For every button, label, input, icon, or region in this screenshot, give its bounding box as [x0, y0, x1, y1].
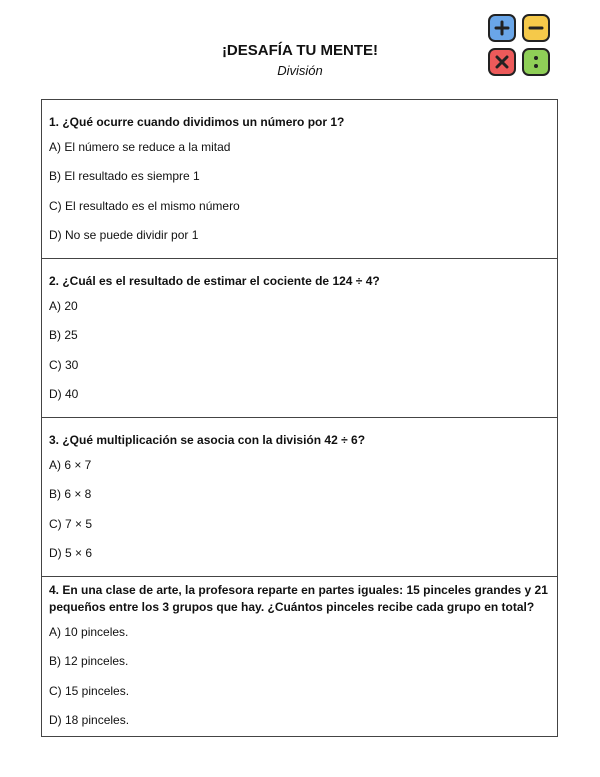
option-a: A) El número se reduce a la mitad: [49, 140, 231, 154]
calculator-operations-icon: [488, 14, 552, 78]
minus-icon: [522, 14, 550, 42]
question-2: [42, 259, 557, 418]
page-title: ¡DESAFÍA TU MENTE!: [221, 42, 379, 59]
option-b: B) 12 pinceles.: [49, 654, 129, 669]
question-text: 3. ¿Qué multiplicación se asocia con la división 42 ÷ 6?: [49, 433, 366, 447]
question-text: 4. En una clase de arte, la profesora reparte en partes iguales: 15 pinceles grandes y 21 pequeños entre los 3 grupos que hay. ¿Cuántos pinceles recibe cada grupo en total?: [49, 583, 548, 614]
divide-icon: [522, 48, 550, 76]
option-b: B) El resultado es siempre 1: [49, 169, 200, 184]
question-1: [42, 100, 557, 259]
option-a: A) 6 × 7: [49, 458, 92, 472]
question-text: 2. ¿Cuál es el resultado de estimar el cociente de 124 ÷ 4?: [49, 274, 380, 288]
option-a: A) 10 pinceles.: [49, 625, 129, 639]
option-b: B) 25: [49, 328, 78, 343]
option-c: C) 7 × 5: [49, 516, 93, 531]
page-subtitle: División: [277, 63, 323, 78]
option-d: D) No se puede dividir por 1: [49, 227, 199, 242]
quiz-table: [41, 99, 558, 737]
option-c: C) 30: [49, 357, 79, 372]
plus-icon: [488, 14, 516, 42]
option-c: C) 15 pinceles.: [49, 683, 130, 698]
question-text: 1. ¿Qué ocurre cuando dividimos un número por 1?: [49, 115, 345, 129]
question-4: [42, 577, 557, 736]
option-c: C) El resultado es el mismo número: [49, 198, 240, 213]
option-b: B) 6 × 8: [49, 487, 92, 502]
times-icon: [488, 48, 516, 76]
option-d: D) 40: [49, 386, 79, 401]
option-d: D) 5 × 6: [49, 545, 93, 560]
option-a: A) 20: [49, 299, 78, 313]
option-d: D) 18 pinceles.: [49, 712, 130, 727]
question-3: [42, 418, 557, 577]
